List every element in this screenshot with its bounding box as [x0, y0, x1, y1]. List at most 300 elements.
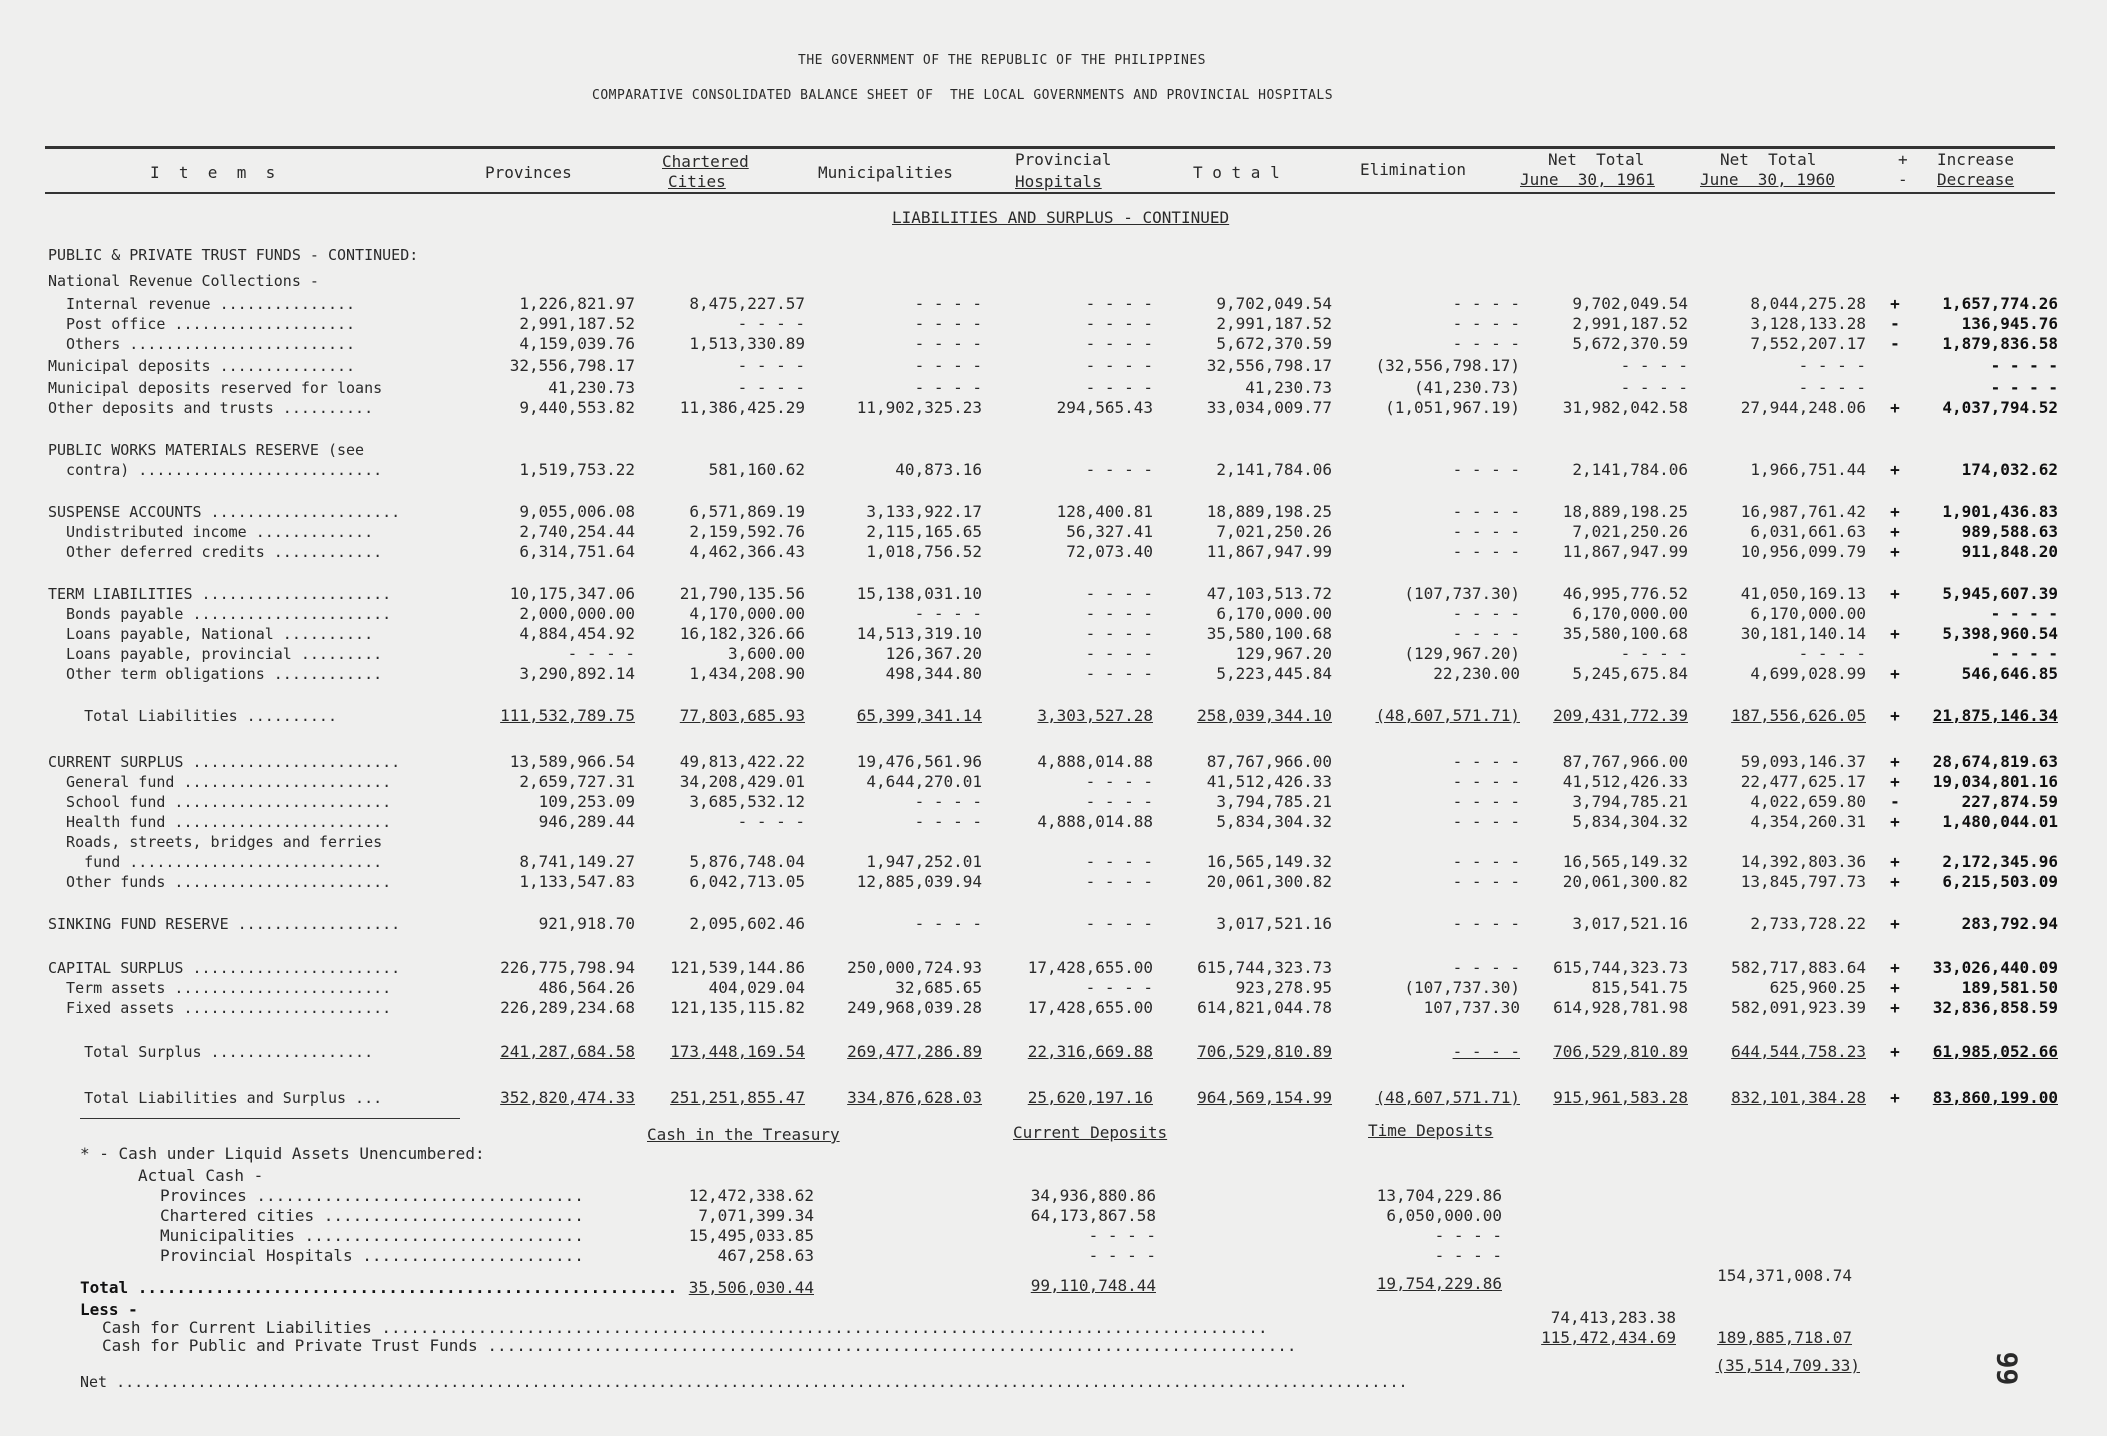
cell-net-1961: 87,767,966.00	[1562, 752, 1688, 771]
cell-net-1960: 832,101,384.28	[1731, 1088, 1866, 1107]
cash-total-b: 99,110,748.44	[1030, 1276, 1156, 1295]
cell-total: 5,834,304.32	[1216, 812, 1332, 831]
cell-elimination: - - - -	[1452, 460, 1520, 479]
cell-chartered-cities: - - - -	[737, 812, 805, 831]
cash-total-n0: 154,371,008.74	[1717, 1266, 1852, 1285]
cash-line-label: Chartered cities ...........................	[160, 1206, 584, 1225]
cell-provincial-hospitals: - - - -	[1085, 294, 1153, 313]
cell-total: 3,794,785.21	[1216, 792, 1332, 811]
cell-chartered-cities: 16,182,326.66	[679, 624, 805, 643]
cell-provincial-hospitals: - - - -	[1085, 772, 1153, 791]
cell-sign: +	[1890, 706, 1900, 725]
cell-net-1961: 5,245,675.84	[1572, 664, 1688, 683]
cell-provincial-hospitals: - - - -	[1085, 664, 1153, 683]
cell-elimination: - - - -	[1452, 502, 1520, 521]
cell-increase-decrease: - - - -	[1990, 604, 2058, 623]
cell-chartered-cities: 251,251,855.47	[670, 1088, 805, 1107]
cell-provinces: 1,226,821.97	[519, 294, 635, 313]
cell-elimination: - - - -	[1452, 542, 1520, 561]
cash-line-label: Municipalities .............................	[160, 1226, 584, 1245]
cell-provinces: 226,775,798.94	[500, 958, 635, 977]
cell-chartered-cities: 49,813,422.22	[679, 752, 805, 771]
cell-municipalities: 334,876,628.03	[847, 1088, 982, 1107]
cash-actual: Actual Cash -	[138, 1166, 264, 1185]
col-net1960-1: Net Total	[1720, 150, 1817, 169]
cell-elimination: - - - -	[1452, 522, 1520, 541]
cell-sign: +	[1890, 1088, 1900, 1107]
cell-sign: -	[1890, 792, 1900, 811]
cell-provincial-hospitals: 17,428,655.00	[1027, 958, 1153, 977]
row-label: Total Liabilities and Surplus ...	[48, 1089, 383, 1107]
cell-provinces: 109,253.09	[538, 792, 635, 811]
cell-sign: +	[1890, 752, 1900, 771]
header-line-1: THE GOVERNMENT OF THE REPUBLIC OF THE PHILIPPINES	[798, 53, 1207, 68]
row-label: Other deposits and trusts ..........	[48, 399, 374, 417]
cell-municipalities: 1,018,756.52	[866, 542, 982, 561]
cell-elimination: 22,230.00	[1433, 664, 1520, 683]
cell-net-1960: 1,966,751.44	[1750, 460, 1866, 479]
cell-provinces: 6,314,751.64	[519, 542, 635, 561]
cell-provincial-hospitals: 72,073.40	[1066, 542, 1153, 561]
cell-provincial-hospitals: - - - -	[1085, 792, 1153, 811]
cell-municipalities: 65,399,341.14	[856, 706, 982, 725]
row-label: Bonds payable ......................	[48, 605, 392, 623]
cell-net-1960: 6,031,661.63	[1750, 522, 1866, 541]
cell-net-1961: 20,061,300.82	[1562, 872, 1688, 891]
cell-provincial-hospitals: - - - -	[1085, 378, 1153, 397]
cell-chartered-cities: 3,600.00	[727, 644, 805, 663]
cell-provinces: 9,440,553.82	[519, 398, 635, 417]
row-label: Term assets ........................	[48, 979, 392, 997]
cash-line-label: Provinces ..................................	[160, 1186, 584, 1205]
cash-current-label: Cash for Current Liabilities ............................................................................................	[102, 1318, 1268, 1337]
cell-sign: +	[1890, 978, 1900, 997]
cell-increase-decrease: 174,032.62	[1961, 460, 2058, 479]
cell-net-1961: 46,995,776.52	[1562, 584, 1688, 603]
cell-chartered-cities: 6,571,869.19	[689, 502, 805, 521]
row-label: Total Surplus ..................	[48, 1043, 374, 1061]
cell-elimination: - - - -	[1452, 772, 1520, 791]
cash-section-rule	[80, 1118, 460, 1119]
cell-elimination: - - - -	[1452, 914, 1520, 933]
cell-chartered-cities: - - - -	[737, 314, 805, 333]
cell-municipalities: - - - -	[914, 378, 982, 397]
cell-sign: +	[1890, 914, 1900, 933]
cell-total: 47,103,513.72	[1206, 584, 1332, 603]
cell-provinces: 2,740,254.44	[519, 522, 635, 541]
cell-net-1961: 31,982,042.58	[1562, 398, 1688, 417]
cell-increase-decrease: - - - -	[1990, 356, 2058, 375]
cell-chartered-cities: 121,539,144.86	[670, 958, 805, 977]
cell-sign: +	[1890, 1042, 1900, 1061]
cell-provincial-hospitals: 25,620,197.16	[1027, 1088, 1153, 1107]
col-hospitals-1: Provincial	[1015, 150, 1112, 169]
cell-provinces: 1,133,547.83	[519, 872, 635, 891]
cell-elimination: (129,967.20)	[1404, 644, 1520, 663]
cell-municipalities: - - - -	[914, 334, 982, 353]
cash-line-current: - - - -	[1088, 1246, 1156, 1265]
cell-provincial-hospitals: 17,428,655.00	[1027, 998, 1153, 1017]
cell-provinces: 10,175,347.06	[509, 584, 635, 603]
cell-chartered-cities: 121,135,115.82	[670, 998, 805, 1017]
cell-provincial-hospitals: - - - -	[1085, 872, 1153, 891]
cell-net-1961: 3,017,521.16	[1572, 914, 1688, 933]
cell-net-1961: 815,541.75	[1591, 978, 1688, 997]
cell-increase-decrease: 1,480,044.01	[1942, 812, 2058, 831]
cell-elimination: - - - -	[1452, 812, 1520, 831]
cell-total: 258,039,344.10	[1197, 706, 1332, 725]
cell-net-1961: 615,744,323.73	[1553, 958, 1688, 977]
row-label: SINKING FUND RESERVE ..................	[48, 915, 401, 933]
cell-increase-decrease: 989,588.63	[1961, 522, 2058, 541]
cell-elimination: (48,607,571.71)	[1375, 706, 1520, 725]
cell-elimination: 107,737.30	[1423, 998, 1520, 1017]
cell-total: 7,021,250.26	[1216, 522, 1332, 541]
cell-net-1960: 644,544,758.23	[1731, 1042, 1866, 1061]
cell-sign: +	[1890, 522, 1900, 541]
net-n0: (35,514,709.33)	[1715, 1356, 1860, 1375]
section-title: LIABILITIES AND SURPLUS - CONTINUED	[892, 208, 1230, 227]
cell-municipalities: 1,947,252.01	[866, 852, 982, 871]
cell-total: 3,017,521.16	[1216, 914, 1332, 933]
cell-net-1961: 9,702,049.54	[1572, 294, 1688, 313]
row-label: Other term obligations ............	[48, 665, 383, 683]
row-label: Loans payable, National ..........	[48, 625, 374, 643]
cell-provincial-hospitals: 294,565.43	[1056, 398, 1153, 417]
cell-sign: +	[1890, 460, 1900, 479]
cell-municipalities: - - - -	[914, 792, 982, 811]
cell-sign: -	[1890, 314, 1900, 333]
cell-net-1960: 187,556,626.05	[1731, 706, 1866, 725]
row-label: Internal revenue ...............	[48, 295, 356, 313]
cell-increase-decrease: 5,945,607.39	[1942, 584, 2058, 603]
cell-sign: +	[1890, 542, 1900, 561]
cell-elimination: (48,607,571.71)	[1375, 1088, 1520, 1107]
cash-line-treasury: 12,472,338.62	[688, 1186, 814, 1205]
cell-provincial-hospitals: - - - -	[1085, 356, 1153, 375]
cell-net-1961: 614,928,781.98	[1553, 998, 1688, 1017]
cell-chartered-cities: 77,803,685.93	[679, 706, 805, 725]
cell-net-1960: 27,944,248.06	[1740, 398, 1866, 417]
cell-municipalities: 15,138,031.10	[856, 584, 982, 603]
table-top-rule	[45, 146, 2055, 149]
col-municipalities: Municipalities	[818, 163, 953, 182]
cell-total: 2,991,187.52	[1216, 314, 1332, 333]
cell-provincial-hospitals: - - - -	[1085, 624, 1153, 643]
cell-increase-decrease: 283,792.94	[1961, 914, 2058, 933]
cell-net-1960: 41,050,169.13	[1740, 584, 1866, 603]
cell-provincial-hospitals: 22,316,669.88	[1027, 1042, 1153, 1061]
cell-municipalities: 250,000,724.93	[847, 958, 982, 977]
cell-sign: +	[1890, 584, 1900, 603]
cell-elimination: - - - -	[1452, 1042, 1520, 1061]
cell-provinces: 111,532,789.75	[500, 706, 635, 725]
cell-municipalities: - - - -	[914, 812, 982, 831]
cell-municipalities: 2,115,165.65	[866, 522, 982, 541]
cell-municipalities: 19,476,561.96	[856, 752, 982, 771]
header-bottom-rule	[45, 192, 2055, 194]
row-label: Roads, streets, bridges and ferries	[48, 833, 383, 851]
cell-chartered-cities: 2,159,592.76	[689, 522, 805, 541]
row-label: Undistributed income .............	[48, 523, 374, 541]
col-net1960-2: June 30, 1960	[1700, 170, 1835, 189]
cell-sign: +	[1890, 624, 1900, 643]
cell-net-1961: 41,512,426.33	[1562, 772, 1688, 791]
cell-elimination: (41,230.73)	[1414, 378, 1520, 397]
cash-line-time: - - - -	[1434, 1246, 1502, 1265]
row-label: Municipal deposits ...............	[48, 357, 356, 375]
cell-increase-decrease: 2,172,345.96	[1942, 852, 2058, 871]
cell-increase-decrease: 6,215,503.09	[1942, 872, 2058, 891]
cash-trust-n1: 115,472,434.69	[1541, 1328, 1676, 1347]
cash-col-time: Time Deposits	[1368, 1121, 1494, 1140]
row-label: Other funds ........................	[48, 873, 392, 891]
cell-net-1961: - - - -	[1620, 644, 1688, 663]
cell-provincial-hospitals: 4,888,014.88	[1037, 752, 1153, 771]
cell-provincial-hospitals: - - - -	[1085, 644, 1153, 663]
cell-elimination: (32,556,798.17)	[1375, 356, 1520, 375]
cell-chartered-cities: 1,434,208.90	[689, 664, 805, 683]
cell-increase-decrease: 1,657,774.26	[1942, 294, 2058, 313]
cell-elimination: - - - -	[1452, 334, 1520, 353]
cell-provinces: - - - -	[567, 644, 635, 663]
cell-net-1961: 11,867,947.99	[1562, 542, 1688, 561]
row-label: PUBLIC WORKS MATERIALS RESERVE (see	[48, 441, 365, 459]
cell-increase-decrease: 4,037,794.52	[1942, 398, 2058, 417]
cell-net-1960: 6,170,000.00	[1750, 604, 1866, 623]
cell-net-1960: 22,477,625.17	[1740, 772, 1866, 791]
cell-total: 41,512,426.33	[1206, 772, 1332, 791]
cell-net-1961: 7,021,250.26	[1572, 522, 1688, 541]
cell-municipalities: 269,477,286.89	[847, 1042, 982, 1061]
cell-total: 615,744,323.73	[1197, 958, 1332, 977]
cell-provinces: 2,659,727.31	[519, 772, 635, 791]
cell-provinces: 226,289,234.68	[500, 998, 635, 1017]
cell-municipalities: 126,367.20	[885, 644, 982, 663]
row-label: General fund .......................	[48, 773, 392, 791]
cell-increase-decrease: 21,875,146.34	[1932, 706, 2058, 725]
cell-chartered-cities: 2,095,602.46	[689, 914, 805, 933]
cell-increase-decrease: 1,879,836.58	[1942, 334, 2058, 353]
net-label: Net ...............................................................................................................................................	[80, 1373, 1408, 1391]
cell-increase-decrease: 911,848.20	[1961, 542, 2058, 561]
col-incdec-1: Increase	[1937, 150, 2015, 169]
cell-sign: +	[1890, 772, 1900, 791]
cash-trust-label: Cash for Public and Private Trust Funds ....................................................................................	[102, 1336, 1297, 1355]
cell-chartered-cities: 4,170,000.00	[689, 604, 805, 623]
cell-total: 614,821,044.78	[1197, 998, 1332, 1017]
cell-total: 18,889,198.25	[1206, 502, 1332, 521]
row-label: School fund ........................	[48, 793, 392, 811]
cell-elimination: - - - -	[1452, 958, 1520, 977]
cell-provinces: 486,564.26	[538, 978, 635, 997]
cell-provinces: 2,000,000.00	[519, 604, 635, 623]
cell-net-1960: 2,733,728.22	[1750, 914, 1866, 933]
cell-provinces: 352,820,474.33	[500, 1088, 635, 1107]
col-incdec-2: Decrease	[1937, 170, 2015, 189]
cash-col-current: Current Deposits	[1013, 1123, 1168, 1142]
cell-elimination: - - - -	[1452, 752, 1520, 771]
cash-line-time: 6,050,000.00	[1386, 1206, 1502, 1225]
cell-net-1961: 3,794,785.21	[1572, 792, 1688, 811]
cell-total: 2,141,784.06	[1216, 460, 1332, 479]
cell-municipalities: 32,685.65	[895, 978, 982, 997]
cell-net-1960: - - - -	[1798, 356, 1866, 375]
cash-total-c: 19,754,229.86	[1376, 1274, 1502, 1293]
cell-chartered-cities: 8,475,227.57	[689, 294, 805, 313]
cell-increase-decrease: 136,945.76	[1961, 314, 2058, 333]
cell-chartered-cities: - - - -	[737, 356, 805, 375]
cell-provinces: 8,741,149.27	[519, 852, 635, 871]
cell-total: 964,569,154.99	[1197, 1088, 1332, 1107]
cell-total: 20,061,300.82	[1206, 872, 1332, 891]
cell-net-1960: 4,022,659.80	[1750, 792, 1866, 811]
cell-chartered-cities: 11,386,425.29	[679, 398, 805, 417]
cell-elimination: (1,051,967.19)	[1385, 398, 1520, 417]
cell-municipalities: 498,344.80	[885, 664, 982, 683]
row-label: Post office ....................	[48, 315, 356, 333]
row-label: Fixed assets .......................	[48, 999, 392, 1017]
cell-net-1961: 5,672,370.59	[1572, 334, 1688, 353]
col-items: I t e m s	[150, 163, 276, 182]
cell-net-1960: 10,956,099.79	[1740, 542, 1866, 561]
row-label: Loans payable, provincial .........	[48, 645, 383, 663]
cell-increase-decrease: 32,836,858.59	[1932, 998, 2058, 1017]
col-net1961-2: June 30, 1961	[1520, 170, 1655, 189]
header-line-2: COMPARATIVE CONSOLIDATED BALANCE SHEET OF THE LOCAL GOVERNMENTS AND PROVINCIAL HOSPITALS	[592, 88, 1334, 103]
cell-provinces: 4,159,039.76	[519, 334, 635, 353]
cell-provinces: 9,055,006.08	[519, 502, 635, 521]
cell-net-1960: 30,181,140.14	[1740, 624, 1866, 643]
cell-sign: +	[1890, 812, 1900, 831]
cell-increase-decrease: 33,026,440.09	[1932, 958, 2058, 977]
cell-net-1961: 2,141,784.06	[1572, 460, 1688, 479]
cell-net-1961: 16,565,149.32	[1562, 852, 1688, 871]
cell-net-1961: 6,170,000.00	[1572, 604, 1688, 623]
cell-total: 41,230.73	[1245, 378, 1332, 397]
cell-net-1960: - - - -	[1798, 644, 1866, 663]
row-label: National Revenue Collections -	[48, 272, 319, 290]
cash-line-current: 34,936,880.86	[1030, 1186, 1156, 1205]
cell-elimination: - - - -	[1452, 314, 1520, 333]
cell-elimination: - - - -	[1452, 604, 1520, 623]
cell-municipalities: 11,902,325.23	[856, 398, 982, 417]
cash-current-n1: 74,413,283.38	[1550, 1308, 1676, 1327]
cell-sign: +	[1890, 294, 1900, 313]
cell-total: 706,529,810.89	[1197, 1042, 1332, 1061]
cash-line-current: 64,173,867.58	[1030, 1206, 1156, 1225]
cell-municipalities: 249,968,039.28	[847, 998, 982, 1017]
cell-municipalities: - - - -	[914, 314, 982, 333]
cell-municipalities: 40,873.16	[895, 460, 982, 479]
cell-provincial-hospitals: 4,888,014.88	[1037, 812, 1153, 831]
cash-line-current: - - - -	[1088, 1226, 1156, 1245]
col-hospitals-2: Hospitals	[1015, 172, 1102, 191]
cell-provinces: 41,230.73	[548, 378, 635, 397]
cell-chartered-cities: 3,685,532.12	[689, 792, 805, 811]
cell-provinces: 13,589,966.54	[509, 752, 635, 771]
cell-increase-decrease: 1,901,436.83	[1942, 502, 2058, 521]
cash-line-time: 13,704,229.86	[1376, 1186, 1502, 1205]
cell-net-1961: 209,431,772.39	[1553, 706, 1688, 725]
cell-provincial-hospitals: 56,327.41	[1066, 522, 1153, 541]
cell-chartered-cities: - - - -	[737, 378, 805, 397]
cell-municipalities: - - - -	[914, 356, 982, 375]
cell-sign: +	[1890, 872, 1900, 891]
row-label: contra) ...........................	[48, 461, 383, 479]
cell-chartered-cities: 5,876,748.04	[689, 852, 805, 871]
cell-elimination: - - - -	[1452, 872, 1520, 891]
cell-net-1961: 706,529,810.89	[1553, 1042, 1688, 1061]
cell-total: 5,672,370.59	[1216, 334, 1332, 353]
row-label: CAPITAL SURPLUS .......................	[48, 959, 401, 977]
cash-line-time: - - - -	[1434, 1226, 1502, 1245]
cell-provinces: 32,556,798.17	[509, 356, 635, 375]
cell-municipalities: 14,513,319.10	[856, 624, 982, 643]
cash-note: * - Cash under Liquid Assets Unencumbered:	[80, 1144, 485, 1163]
row-label: Municipal deposits reserved for loans	[48, 379, 383, 397]
cell-provinces: 3,290,892.14	[519, 664, 635, 683]
cell-provinces: 946,289.44	[538, 812, 635, 831]
cell-increase-decrease: 189,581.50	[1961, 978, 2058, 997]
col-chartered-2: Cities	[668, 172, 726, 191]
cell-increase-decrease: 61,985,052.66	[1932, 1042, 2058, 1061]
cell-total: 9,702,049.54	[1216, 294, 1332, 313]
cell-total: 5,223,445.84	[1216, 664, 1332, 683]
cell-total: 129,967.20	[1235, 644, 1332, 663]
cell-provincial-hospitals: - - - -	[1085, 604, 1153, 623]
cell-municipalities: 4,644,270.01	[866, 772, 982, 791]
cell-net-1960: 582,717,883.64	[1731, 958, 1866, 977]
page-number: 99	[1990, 1351, 2024, 1386]
cell-increase-decrease: - - - -	[1990, 378, 2058, 397]
cell-net-1960: 13,845,797.73	[1740, 872, 1866, 891]
cell-chartered-cities: 404,029.04	[708, 978, 805, 997]
cell-provinces: 2,991,187.52	[519, 314, 635, 333]
cell-net-1960: 4,354,260.31	[1750, 812, 1866, 831]
cell-elimination: - - - -	[1452, 294, 1520, 313]
cell-net-1960: 8,044,275.28	[1750, 294, 1866, 313]
cell-net-1960: 59,093,146.37	[1740, 752, 1866, 771]
col-sign-minus: -	[1898, 170, 1908, 189]
cell-net-1960: 582,091,923.39	[1731, 998, 1866, 1017]
cell-total: 35,580,100.68	[1206, 624, 1332, 643]
cell-total: 11,867,947.99	[1206, 542, 1332, 561]
cell-net-1961: 915,961,583.28	[1553, 1088, 1688, 1107]
cell-sign: +	[1890, 998, 1900, 1017]
col-provinces: Provinces	[485, 163, 572, 182]
cell-sign: -	[1890, 334, 1900, 353]
cell-elimination: - - - -	[1452, 852, 1520, 871]
col-total: T o t a l	[1193, 163, 1280, 182]
cash-line-label: Provincial Hospitals .......................	[160, 1246, 584, 1265]
cell-chartered-cities: 34,208,429.01	[679, 772, 805, 791]
cell-provinces: 241,287,684.58	[500, 1042, 635, 1061]
cell-net-1960: 625,960.25	[1769, 978, 1866, 997]
cell-elimination: - - - -	[1452, 792, 1520, 811]
cell-chartered-cities: 1,513,330.89	[689, 334, 805, 353]
cell-increase-decrease: 83,860,199.00	[1932, 1088, 2058, 1107]
cell-net-1961: 18,889,198.25	[1562, 502, 1688, 521]
cash-line-treasury: 467,258.63	[717, 1246, 814, 1265]
cell-provincial-hospitals: - - - -	[1085, 334, 1153, 353]
cell-net-1961: - - - -	[1620, 378, 1688, 397]
row-label: Other deferred credits ............	[48, 543, 383, 561]
cell-provincial-hospitals: - - - -	[1085, 852, 1153, 871]
cell-chartered-cities: 6,042,713.05	[689, 872, 805, 891]
cash-total-label: Total ........................................................	[80, 1278, 678, 1297]
row-label: Others .........................	[48, 335, 356, 353]
